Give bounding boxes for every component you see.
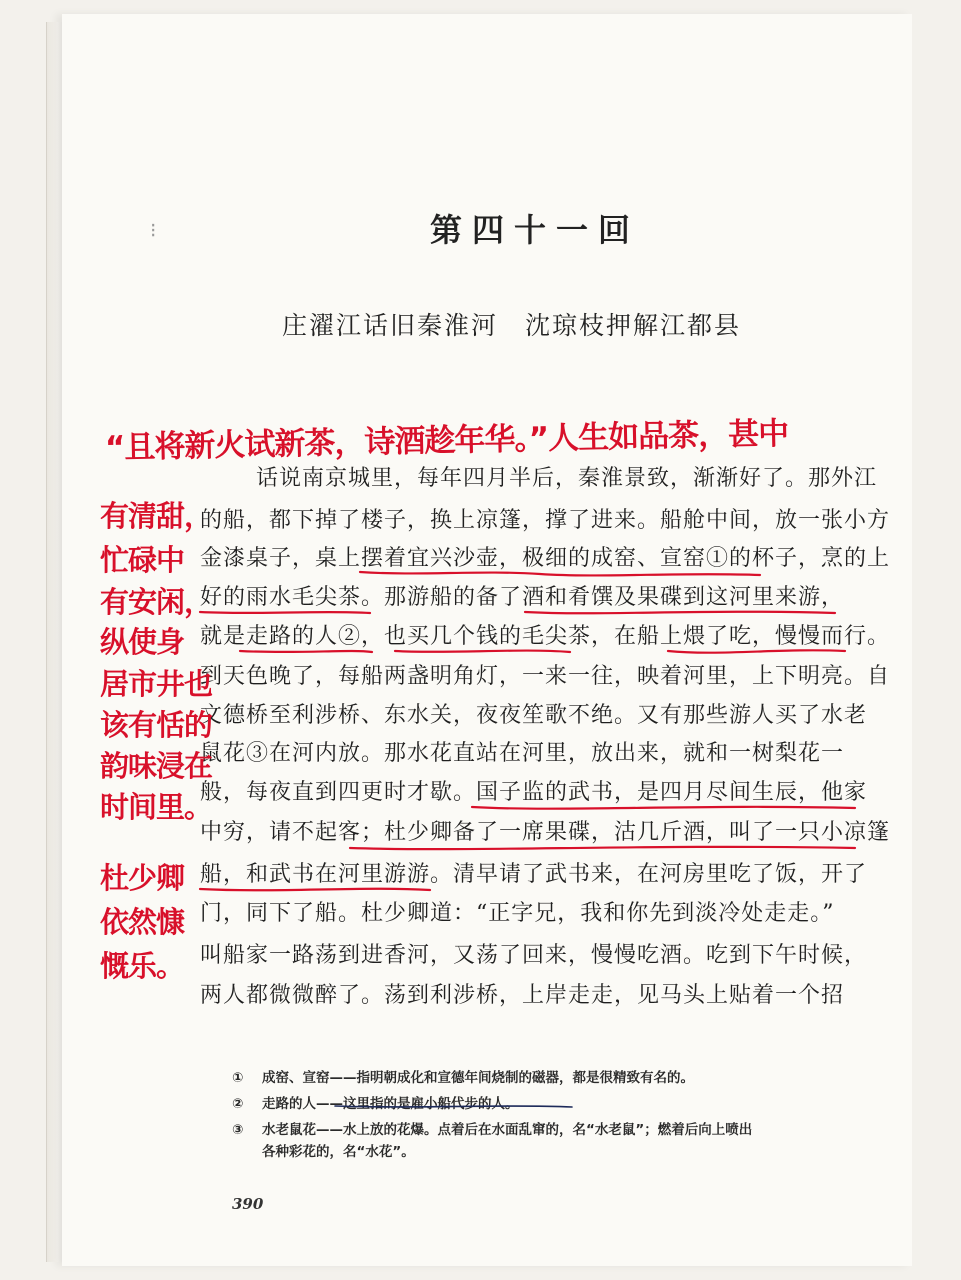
footnote-text: 走路的人——这里指的是雇小船代步的人。 [262, 1096, 519, 1112]
annotation-line: 该有恬的 [100, 708, 213, 742]
body-line: 般，每夜直到四更时才歇。国子监的武书，是四月尽间生辰，他家 [200, 780, 868, 805]
footnote-text: 各种彩花的，名“水花”。 [262, 1144, 415, 1160]
annotation-line: 有清甜， [100, 499, 213, 533]
handwritten-annotation-top: “且将新火试新茶，诗酒趁年华。”人生如品茶，甚中 [104, 415, 789, 466]
footnote [232, 1092, 872, 1112]
annotation-line: 依然慷 [100, 905, 185, 939]
footnote-number: ③ [232, 1122, 244, 1138]
footnote [232, 1066, 872, 1086]
body-line: 到天色晚了，每船两盏明角灯，一来一往，映着河里，上下明亮。自 [200, 664, 891, 689]
body-line: 叫船家一路荡到进香河，又荡了回来，慢慢吃酒。吃到下午时候， [200, 943, 868, 968]
body-line: 好的雨水毛尖茶。那游船的备了酒和肴馔及果碟到这河里来游， [200, 585, 845, 610]
body-line: 两人都微微醉了。荡到利涉桥，上岸走走，见马头上贴着一个招 [200, 983, 845, 1008]
annotation-line: 慨乐。 [100, 949, 185, 983]
body-line: 文德桥至利涉桥、东水关，夜夜笙歌不绝。又有那些游人买了水老 [200, 703, 868, 728]
chapter-subtitle: 庄濯江话旧秦淮河 沈琼枝押解江都县 [282, 311, 742, 340]
annotation-line: 纵使身 [100, 625, 185, 659]
annotation-line: 时间里。 [100, 790, 213, 824]
annotation-line: 杜少卿 [100, 861, 185, 895]
footnote [232, 1118, 872, 1138]
margin-mark: ⁝ [150, 218, 157, 242]
body-line: 的船，都下掉了楼子，换上凉篷，撑了进来。船舱中间，放一张小方 [200, 508, 891, 533]
footnote-number: ① [232, 1070, 244, 1086]
body-line: 中穷，请不起客；杜少卿备了一席果碟，沽几斤酒，叫了一只小凉篷 [200, 820, 891, 845]
page-number: 390 [232, 1195, 264, 1213]
chapter-title: 第四十一回 [430, 211, 641, 249]
annotation-line: 居市井也 [100, 667, 213, 701]
annotation-line: 有安闲， [100, 585, 213, 619]
body-line: 就是走路的人②，也买几个钱的毛尖茶，在船上煨了吃，慢慢而行。 [200, 624, 891, 649]
annotation-line: 韵味浸在 [100, 749, 213, 783]
body-line: 金漆桌子，桌上摆着宜兴沙壶，极细的成窑、宣窑①的杯子，烹的上 [200, 546, 891, 571]
annotation-line: 忙碌中 [100, 543, 185, 577]
body-line: 门，同下了船。杜少卿道：“正字兄，我和你先到淡冷处走走。” [200, 901, 835, 926]
footnote-text: 成窑、宣窑——指明朝成化和宣德年间烧制的磁器，都是很精致有名的。 [262, 1070, 694, 1086]
body-line: 船，和武书在河里游游。清早请了武书来，在河房里吃了饭，开了 [200, 862, 868, 887]
footnote-number: ② [232, 1096, 244, 1112]
footnote [232, 1140, 872, 1160]
body-line: 话说南京城里，每年四月半后，秦淮景致，渐渐好了。那外江 [256, 466, 878, 491]
body-line: 鼠花③在河内放。那水花直站在河里，放出来，就和一树梨花一 [200, 741, 845, 766]
footnote-text: 水老鼠花——水上放的花爆。点着后在水面乱窜的，名“水老鼠”；燃着后向上喷出 [262, 1122, 753, 1138]
